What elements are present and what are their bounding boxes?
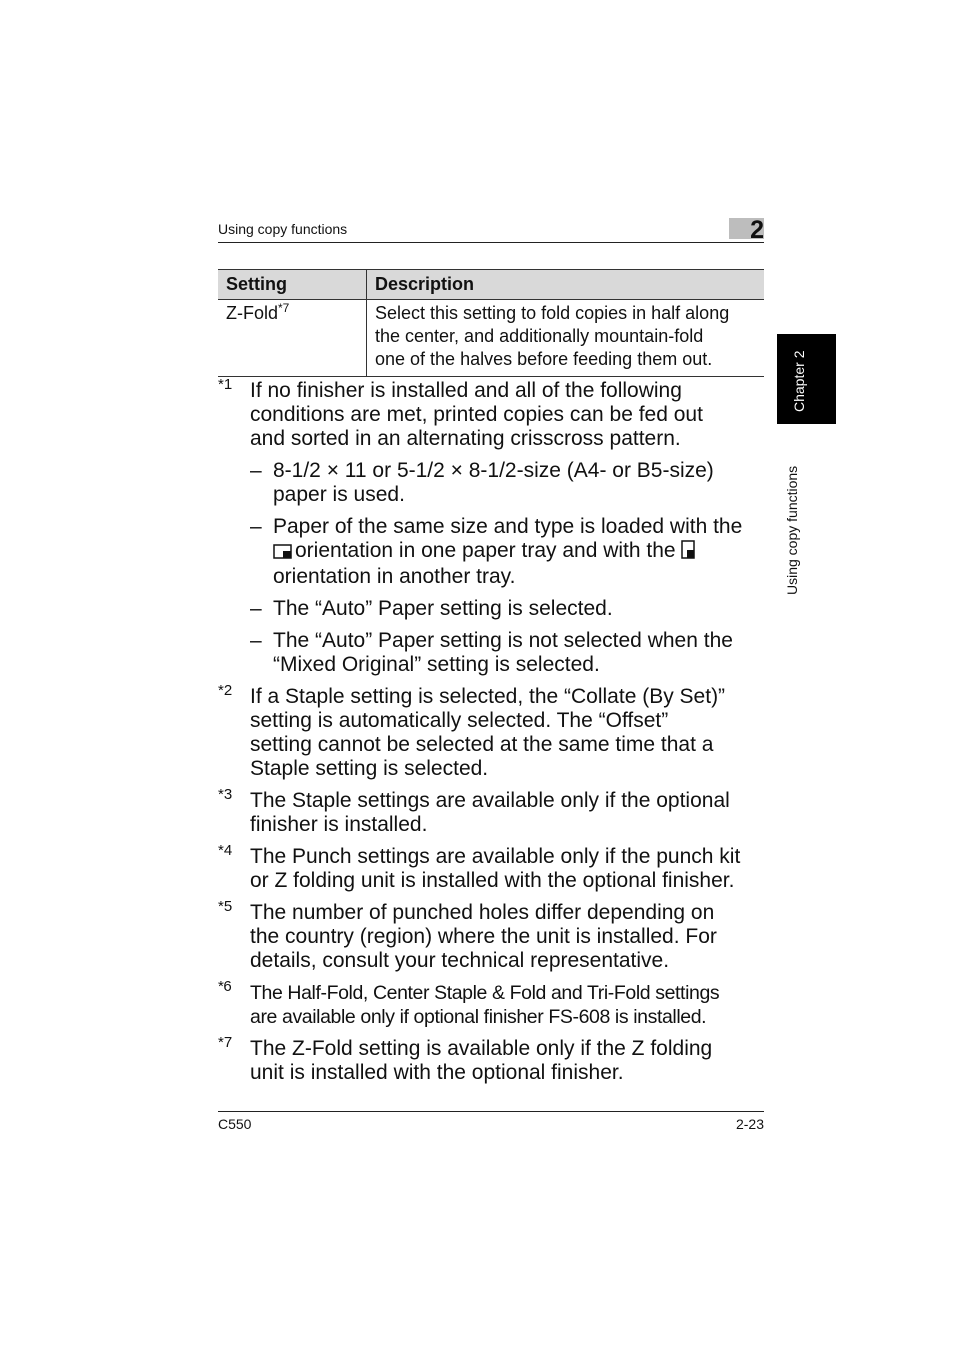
footnote-line: The Punch settings are available only if the punch kit bbox=[250, 845, 741, 868]
footnote-mark: *6 bbox=[218, 978, 232, 995]
footnote-line: and sorted in an alternating crisscross pattern. bbox=[250, 427, 681, 450]
footnote-mark: *7 bbox=[218, 1034, 233, 1051]
footnote-line: setting cannot be selected at the same time that a bbox=[250, 733, 714, 756]
condition-line: paper is used. bbox=[273, 483, 405, 506]
footnote-line: details, consult your technical representative. bbox=[250, 949, 670, 972]
column-header-setting: Setting bbox=[218, 270, 367, 300]
chapter-side-tab-label: Chapter 2 bbox=[791, 350, 807, 412]
table-header-row bbox=[218, 270, 764, 300]
footnote-reference: *7 bbox=[278, 301, 290, 315]
footnote-line: finisher is installed. bbox=[250, 813, 428, 836]
footnote-mark: *4 bbox=[218, 842, 233, 859]
footnote-line: are available only if optional finisher FS-608 is installed. bbox=[250, 1006, 707, 1028]
footnote-line: conditions are met, printed copies can be fed out bbox=[250, 403, 703, 426]
description-line: Select this setting to fold copies in half along bbox=[375, 303, 730, 323]
list-dash: – bbox=[250, 459, 262, 482]
page-number: 2-23 bbox=[735, 1116, 764, 1132]
footer-model: C550 bbox=[218, 1116, 252, 1132]
condition-line: “Mixed Original” setting is selected. bbox=[273, 653, 600, 676]
condition-item bbox=[250, 459, 766, 507]
column-header-description: Description bbox=[367, 270, 765, 300]
footnote-2 bbox=[218, 682, 766, 781]
condition-line: 8-1/2 × 11 or 5-1/2 × 8-1/2-size (A4- or B5-size) bbox=[273, 459, 714, 482]
footnote-line: the country (region) where the unit is installed. For bbox=[250, 925, 717, 948]
footnote-line: The Z-Fold setting is available only if the Z folding bbox=[250, 1037, 713, 1060]
footnote-7 bbox=[218, 1034, 766, 1085]
footnote-line: or Z folding unit is installed with the optional finisher. bbox=[250, 869, 735, 892]
list-dash: – bbox=[250, 629, 262, 652]
running-footer bbox=[218, 1111, 764, 1132]
chapter-number-box bbox=[729, 216, 764, 244]
footnote-line: setting is automatically selected. The “Offset” bbox=[250, 709, 669, 732]
table-row bbox=[218, 300, 764, 377]
footnote-5 bbox=[218, 898, 766, 973]
chapter-side-tab bbox=[777, 334, 836, 424]
description-line: the center, and additionally mountain-fold bbox=[375, 326, 704, 346]
footnote-mark: *2 bbox=[218, 682, 233, 699]
footnote-line: unit is installed with the optional finisher. bbox=[250, 1061, 624, 1084]
description-cell bbox=[367, 300, 765, 377]
setting-cell bbox=[218, 300, 367, 377]
condition-item bbox=[250, 515, 766, 589]
portrait-paper-icon bbox=[681, 540, 695, 565]
condition-line: orientation in another tray. bbox=[273, 565, 516, 588]
footnote-mark: *3 bbox=[218, 786, 233, 803]
settings-table bbox=[218, 269, 764, 377]
condition-item bbox=[250, 629, 766, 677]
footnote-mark: *5 bbox=[218, 898, 233, 915]
list-dash: – bbox=[250, 515, 262, 538]
footnote-line: If a Staple setting is selected, the “Collate (By Set)” bbox=[250, 685, 726, 708]
condition-item bbox=[250, 597, 766, 621]
footnotes bbox=[218, 376, 766, 1093]
footnote-line: The Staple settings are available only if the optional bbox=[250, 789, 730, 812]
chapter-number: 2 bbox=[750, 216, 764, 244]
footnote-6 bbox=[218, 978, 766, 1029]
running-title: Using copy functions bbox=[218, 221, 348, 237]
footnote-1 bbox=[218, 376, 766, 677]
description-line: one of the halves before feeding them out. bbox=[375, 349, 713, 369]
footnote-mark: *1 bbox=[218, 376, 233, 393]
setting-name: Z-Fold bbox=[226, 303, 279, 323]
condition-line: orientation in one paper tray and with the bbox=[295, 539, 676, 562]
condition-line: The “Auto” Paper setting is not selected when the bbox=[273, 629, 733, 652]
list-dash: – bbox=[250, 597, 262, 620]
footnote-line: The Half-Fold, Center Staple & Fold and Tri-Fold settings bbox=[250, 982, 720, 1004]
condition-list bbox=[250, 459, 766, 677]
footnote-4 bbox=[218, 842, 766, 893]
condition-line: Paper of the same size and type is loaded with the bbox=[273, 515, 743, 538]
section-side-label: Using copy functions bbox=[784, 465, 800, 595]
landscape-paper-icon bbox=[273, 541, 292, 565]
running-header bbox=[218, 216, 764, 244]
footnote-line: If no finisher is installed and all of the following bbox=[250, 379, 682, 402]
footnote-line: The number of punched holes differ depending on bbox=[250, 901, 715, 924]
condition-line: The “Auto” Paper setting is selected. bbox=[273, 597, 613, 620]
footnote-line: Staple setting is selected. bbox=[250, 757, 489, 780]
footnote-3 bbox=[218, 786, 766, 837]
